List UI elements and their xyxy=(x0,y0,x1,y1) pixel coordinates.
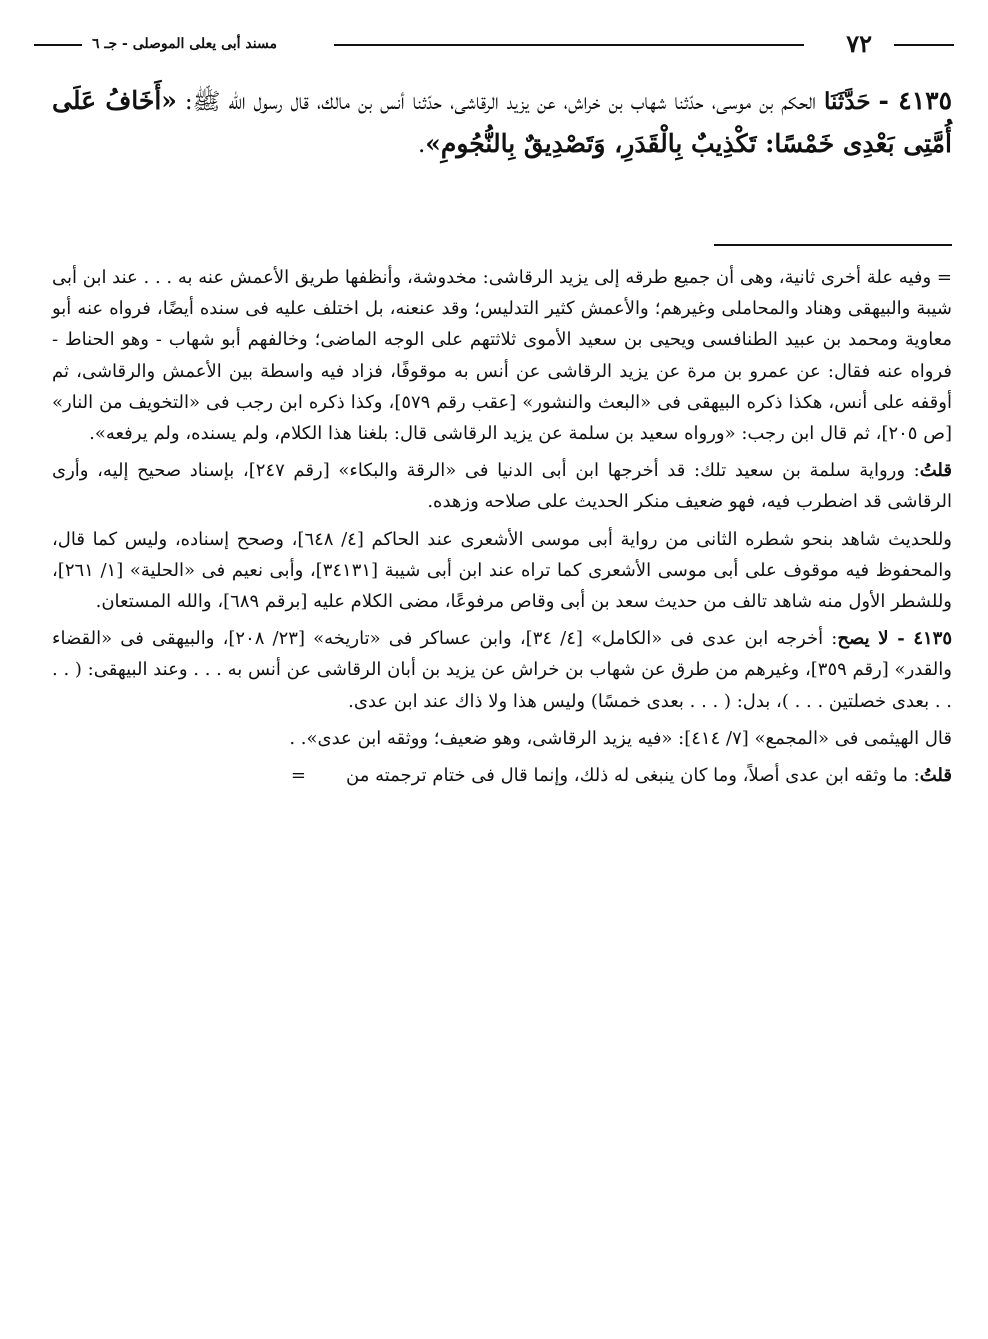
footnote-paragraph xyxy=(52,262,952,449)
page-number: ٧٢ xyxy=(846,29,872,58)
footnotes xyxy=(52,262,952,797)
running-header xyxy=(34,24,954,64)
qultu-label: قلتُ xyxy=(919,460,952,482)
footnote-separator xyxy=(714,244,952,246)
book-title: مسند أبى يعلى الموصلى - جـ ٦ xyxy=(92,36,277,52)
footnote-paragraph xyxy=(52,760,952,791)
footnote-text: وفيه علة أخرى ثانية، وهى أن جميع طرقه إلى يزيد الرقاشى: مخدوشة، وأنظفها طريق الأعمش عنه به . . . عند ابن أبى شيبة والبيهقى وهناد والمحاملى وغيرهم؛ والأعمش كثير التدليس؛ وقد عنعنه، بل اختلف عليه فى سنده أيضًا، فرواه عنه أبو معاوية ومحمد بن عبيد الطنافسى ويحيى بن سعيد الأموى ثلاثتهم على الوجه الماضى؛ وخالفهم أبو شهاب - وهو الحناط - فرواه عنه فقال: عن عمرو بن مرة عن يزيد الرقاشى عن أنس به موقوفًا، فزاد فيه واسطة بين الأعمش والرقاشى، ثم أوقفه على أنس، هكذا ذكره البيهقى فى «البعث والنشور» [عقب رقم ٥٧٩]، وكذا ذكره ابن رجب فى «التخويف من النار» [ص ٢٠٥]، ثم قال ابن رجب: «ورواه سعيد بن سلمة عن يزيد الرقاشى قال: بلغنا هذا الكلام، ولم يسنده، ولم يرفعه». xyxy=(52,267,952,445)
hadith-number: ٤١٣٥ - xyxy=(878,86,952,115)
takhrij-label: ٤١٣٥ - لا يصح xyxy=(837,628,952,650)
hadith-opening: حَدَّثَنَا xyxy=(823,88,871,115)
continuation-mark: = xyxy=(931,267,952,288)
footnote-text: : ورواية سلمة بن سعيد تلك: قد أخرجها ابن أبى الدنيا فى «الرقة والبكاء» [رقم ٢٤٧]، بإسناد صحيح إليه، وأرى الرقاشى قد اضطرب فيه، فهو ضعيف منكر الحديث على صلاحه وزهده. xyxy=(52,460,952,513)
footnote-paragraph xyxy=(52,623,952,717)
footnote-paragraph xyxy=(52,723,952,754)
footnote-paragraph xyxy=(52,524,952,618)
footnote-text: قال الهيثمى فى «المجمع» [٧/ ٤١٤]: «فيه يزيد الرقاشى، وهو ضعيف؛ ووثقه ابن عدى». . xyxy=(289,727,952,749)
hadith-isnad: الحكم بن موسى، حدّثنا شهاب بن خراش، عن يزيد الرقاشى، حدّثنا أنس بن مالك، قال رسول الله ﷺ: xyxy=(176,89,824,115)
hadith-text xyxy=(52,80,952,166)
qultu-label: قلتُ xyxy=(919,765,952,787)
hadith-matn: «أَخَافُ عَلَى أُمَّتِى بَعْدِى خَمْسًا: تَكْذِيبٌ بِالْقَدَرِ، وَتَصْدِيقٌ بِالنُّجُومِ» xyxy=(52,86,952,158)
header-rule xyxy=(334,44,804,46)
header-dash-right xyxy=(894,44,954,46)
footnote-text: : ما وثقه ابن عدى أصلاً، وما كان ينبغى له ذلك، وإنما قال فى ختام ترجمته من xyxy=(346,765,920,787)
continuation-mark: = xyxy=(290,765,306,787)
header-dash-left xyxy=(34,44,82,46)
hadith-end: . xyxy=(417,132,426,158)
footnote-text: : أخرجه ابن عدى فى «الكامل» [٤/ ٣٤]، وابن عساكر فى «تاريخه» [٢٣/ ٢٠٨]، والبيهقى فى «القضاء والقدر» [رقم ٣٥٩]، وغيرهم من طرق عن شهاب بن خراش عن يزيد بن أبان الرقاشى عن أنس به . . . وعند البيهقى: ( . . . . بعدى خصلتين . . . )، بدل: ( . . . بعدى خمسًا) وليس هذا ولا ذاك عند ابن عدى. xyxy=(52,628,952,712)
footnote-text: وللحديث شاهد بنحو شطره الثانى من رواية أبى موسى الأشعرى عند الحاكم [٤/ ٦٤٨]، وصحح إسناده، وليس كما قال، والمحفوظ فيه موقوف على أبى موسى الأشعرى كما تراه عند ابن أبى شيبة [٣٤١٣١]، وأبى نعيم فى «الحلية» [١/ ٢٦١]، وللشطر الأول منه شاهد تالف من حديث سعد بن أبى وقاص مرفوعًا، مضى الكلام عليه [برقم ٦٨٩]، والله المستعان. xyxy=(52,528,952,613)
footnote-paragraph xyxy=(52,455,952,517)
